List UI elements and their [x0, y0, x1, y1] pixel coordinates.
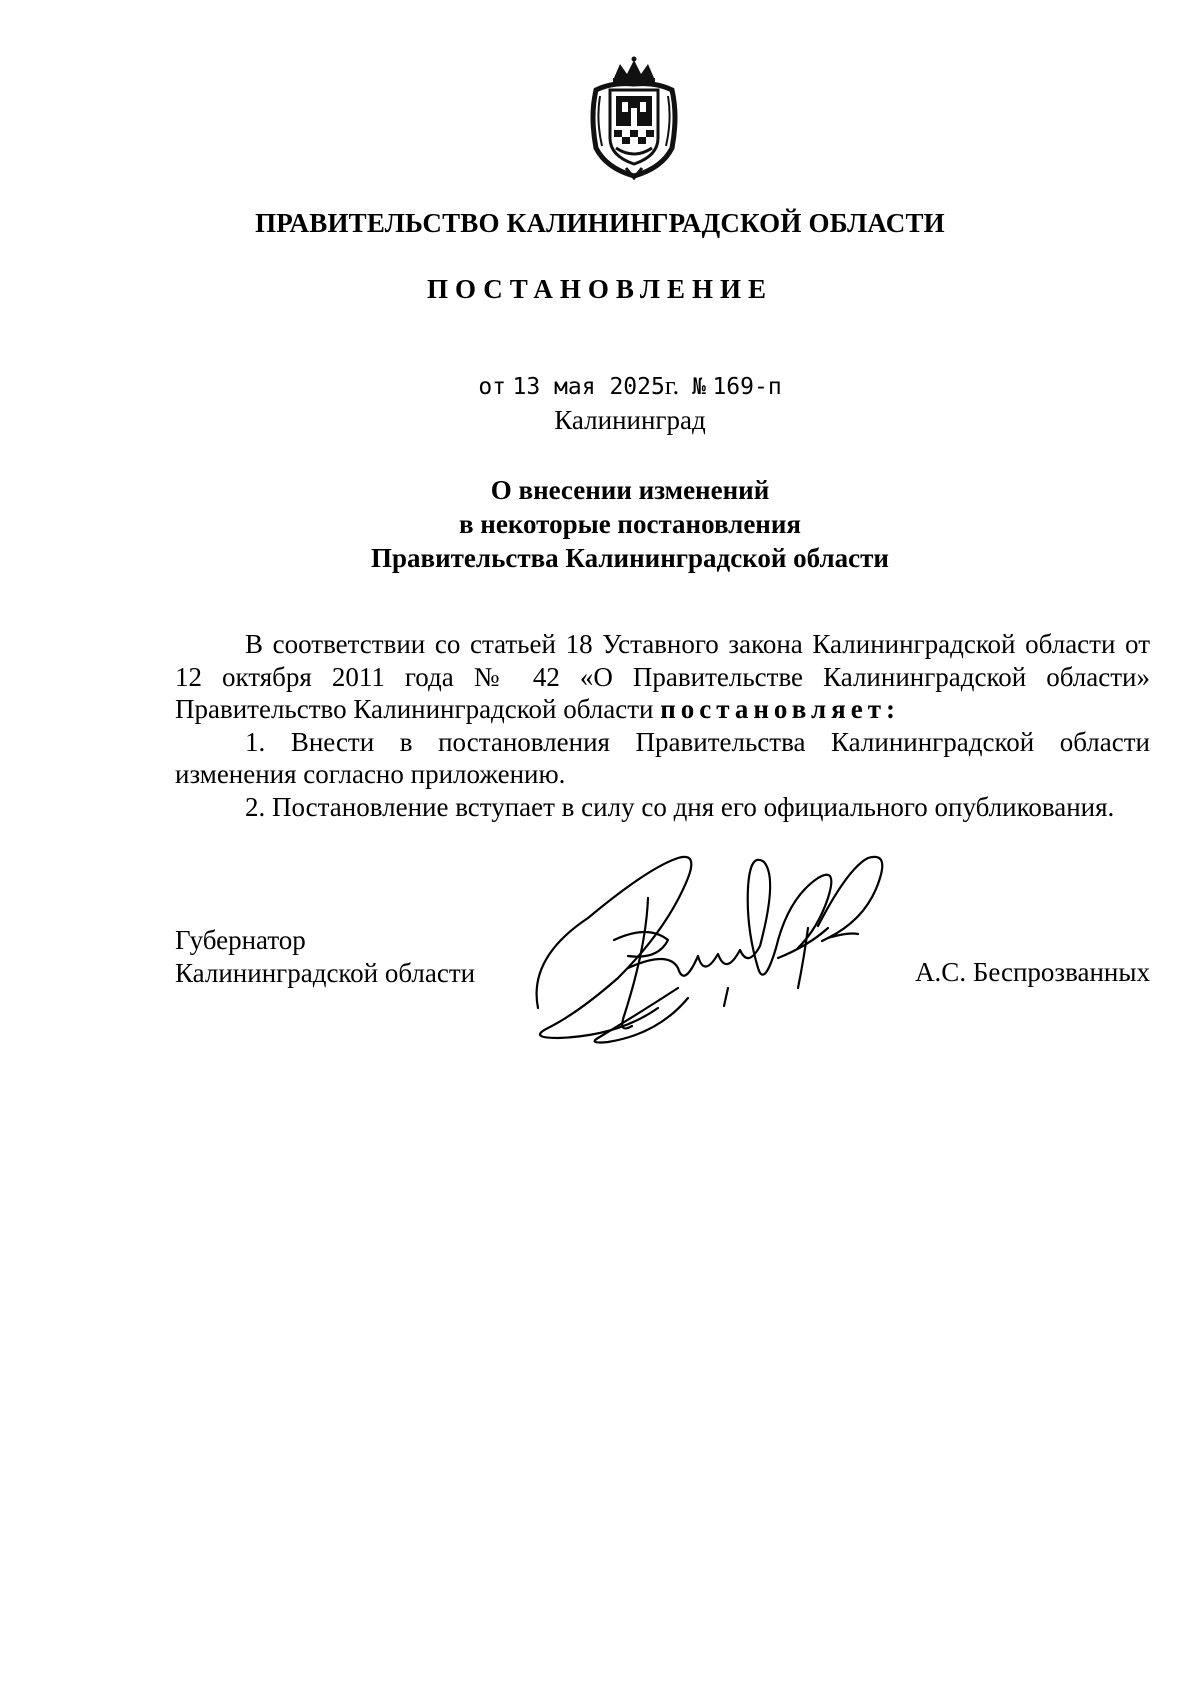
date-number-line [0, 371, 1200, 401]
preamble-text: В соответствии со статьей 18 Уставного закона Калининградской области от 12 октября 2011 года № 42 «О Правительстве Калининградской области» Правительство Калининградской области [175, 629, 1150, 724]
signer-position [175, 924, 475, 989]
number-prefix: № [692, 374, 706, 400]
issue-city: Калининград [554, 405, 706, 435]
document-number: 169-п [712, 374, 782, 400]
decree-word: постановляет: [660, 694, 900, 724]
signer-position-line-1: Губернатор [175, 925, 306, 955]
government-title: ПРАВИТЕЛЬСТВО КАЛИНИНГРАДСКОЙ ОБЛАСТИ [255, 208, 945, 238]
document-subject [0, 473, 1200, 575]
subject-line-2: в некоторые постановления [458, 509, 802, 539]
subject-line-3: Правительства Калининградской области [371, 543, 889, 573]
handwritten-signature-icon [528, 838, 938, 1058]
date-prefix: от [478, 374, 507, 400]
signer-position-line-2: Калининградской области [175, 957, 476, 988]
preamble-paragraph [175, 628, 1150, 726]
item-2: 2. Постановление вступает в силу со дня его официального опубликования. [245, 791, 1115, 822]
signer-name: А.С. Беспрозванных [915, 957, 1150, 987]
document-body [175, 628, 1150, 823]
item-1: 1. Внести в постановления Правительства Калининградской области изменения согласно приложению. [175, 726, 1150, 789]
document-type: ПОСТАНОВЛЕНИЕ [426, 274, 774, 304]
document-date: 13 мая 2025 [512, 374, 665, 400]
year-suffix: г. [664, 371, 680, 400]
coat-of-arms-icon [586, 56, 682, 180]
subject-line-1: О внесении изменений [490, 475, 770, 505]
